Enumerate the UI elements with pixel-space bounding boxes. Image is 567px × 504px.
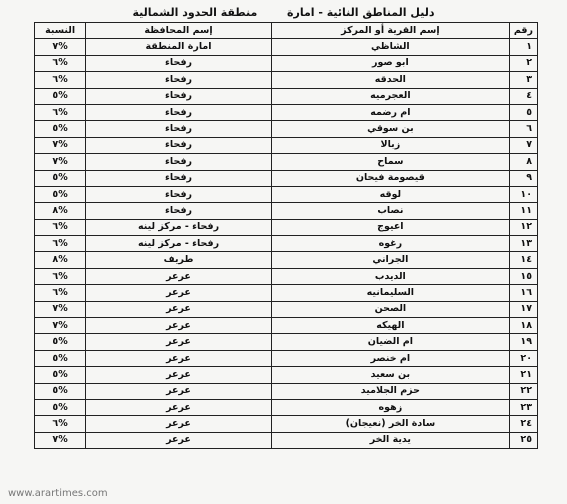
table-row [35,285,538,301]
table-row [35,301,538,317]
cell-ratio: ٥% [35,350,86,366]
cell-province: رفحاء [86,154,272,170]
table-row [35,383,538,399]
cell-village: سادة الخر (نعيجان) [271,416,509,432]
cell-no: ٥ [509,104,537,120]
cell-village: يدية الخر [271,432,509,448]
cell-village: ام خنصر [271,350,509,366]
table-row [35,137,538,153]
cell-province: رفحاء [86,203,272,219]
cell-province: عرعر [86,383,272,399]
cell-ratio: ٦% [35,104,86,120]
cell-ratio: ٥% [35,88,86,104]
table-row [35,121,538,137]
cell-no: ١٣ [509,236,537,252]
cell-no: ١٩ [509,334,537,350]
cell-village: بن سوقي [271,121,509,137]
cell-no: ٣ [509,72,537,88]
header-village: إسم القرية أو المركز [271,23,509,39]
cell-village: لوقه [271,186,509,202]
table-row [35,39,538,55]
cell-village: الحدقه [271,72,509,88]
table-row [35,186,538,202]
cell-no: ٧ [509,137,537,153]
cell-village: اعيوج [271,219,509,235]
region-title: منطقة الحدود الشمالية [132,6,258,19]
cell-no: ١٢ [509,219,537,235]
cell-ratio: ٧% [35,39,86,55]
cell-province: عرعر [86,318,272,334]
cell-village: الديدب [271,268,509,284]
cell-village: سماح [271,154,509,170]
cell-no: ٨ [509,154,537,170]
cell-village: حزم الجلاميد [271,383,509,399]
cell-no: ٩ [509,170,537,186]
header-no: رقم [509,23,537,39]
cell-province: رفحاء [86,104,272,120]
cell-no: ٢٣ [509,399,537,415]
cell-ratio: ٦% [35,72,86,88]
table-row [35,88,538,104]
table-row [35,203,538,219]
cell-village: رغوه [271,236,509,252]
table-body [35,39,538,449]
cell-village: قيصومة فيحان [271,170,509,186]
cell-village: السليمانيه [271,285,509,301]
cell-village: العجرميه [271,88,509,104]
cell-no: ١٥ [509,268,537,284]
cell-village: الصحن [271,301,509,317]
cell-no: ١١ [509,203,537,219]
cell-no: ٢٥ [509,432,537,448]
cell-province: رفحاء - مركز لينه [86,236,272,252]
table-row [35,432,538,448]
cell-province: عرعر [86,350,272,366]
table-row [35,104,538,120]
cell-ratio: ٥% [35,121,86,137]
cell-province: امارة المنطقة [86,39,272,55]
table-row [35,334,538,350]
cell-province: رفحاء [86,186,272,202]
cell-ratio: ٨% [35,252,86,268]
cell-ratio: ٨% [35,203,86,219]
header-ratio: النسبة [35,23,86,39]
cell-province: رفحاء [86,137,272,153]
cell-no: ٢٤ [509,416,537,432]
cell-province: عرعر [86,285,272,301]
document-title [0,6,567,19]
header-province: إسم المحافظة [86,23,272,39]
cell-province: رفحاء [86,170,272,186]
cell-ratio: ٦% [35,285,86,301]
cell-province: رفحاء [86,55,272,71]
cell-ratio: ٥% [35,186,86,202]
cell-ratio: ٥% [35,399,86,415]
cell-ratio: ٥% [35,170,86,186]
table-row [35,399,538,415]
table-row [35,350,538,366]
cell-village: ابو صور [271,55,509,71]
cell-province: رفحاء [86,88,272,104]
cell-province: عرعر [86,334,272,350]
cell-ratio: ٧% [35,318,86,334]
cell-village: زهوه [271,399,509,415]
table-row [35,55,538,71]
cell-province: عرعر [86,367,272,383]
cell-no: ١ [509,39,537,55]
table-row [35,219,538,235]
cell-village: زبالا [271,137,509,153]
cell-no: ٤ [509,88,537,104]
table-row [35,268,538,284]
cell-ratio: ٧% [35,137,86,153]
cell-province: عرعر [86,432,272,448]
guide-title: دليل المناطق النائية - امارة [287,6,435,19]
cell-no: ١٨ [509,318,537,334]
cell-no: ١٠ [509,186,537,202]
cell-ratio: ٧% [35,301,86,317]
cell-ratio: ٧% [35,154,86,170]
cell-ratio: ٦% [35,416,86,432]
cell-no: ٦ [509,121,537,137]
table-row [35,236,538,252]
table-row [35,154,538,170]
cell-province: رفحاء [86,72,272,88]
watermark: www.arartimes.com [8,488,108,499]
table-row [35,367,538,383]
cell-ratio: ٥% [35,367,86,383]
cell-village: الهيكه [271,318,509,334]
cell-province: عرعر [86,268,272,284]
cell-village: الشاظي [271,39,509,55]
table-row [35,252,538,268]
cell-ratio: ٦% [35,236,86,252]
cell-province: عرعر [86,416,272,432]
cell-ratio: ٦% [35,268,86,284]
cell-village: نصاب [271,203,509,219]
table-row [35,170,538,186]
table-row [35,72,538,88]
cell-province: طريف [86,252,272,268]
table-row [35,416,538,432]
cell-ratio: ٦% [35,55,86,71]
cell-ratio: ٦% [35,219,86,235]
cell-no: ٢٠ [509,350,537,366]
cell-no: ١٧ [509,301,537,317]
cell-province: عرعر [86,399,272,415]
cell-ratio: ٧% [35,432,86,448]
cell-village: بن سعيد [271,367,509,383]
cell-no: ١٦ [509,285,537,301]
cell-village: الجراني [271,252,509,268]
cell-no: ٢٢ [509,383,537,399]
villages-table [34,22,538,449]
cell-no: ٢١ [509,367,537,383]
cell-ratio: ٥% [35,383,86,399]
cell-province: رفحاء - مركز لينه [86,219,272,235]
cell-no: ٢ [509,55,537,71]
cell-no: ١٤ [509,252,537,268]
cell-village: ام رضمه [271,104,509,120]
cell-ratio: ٥% [35,334,86,350]
table-header-row [35,23,538,39]
cell-province: عرعر [86,301,272,317]
table-row [35,318,538,334]
cell-village: ام الضيان [271,334,509,350]
cell-province: رفحاء [86,121,272,137]
